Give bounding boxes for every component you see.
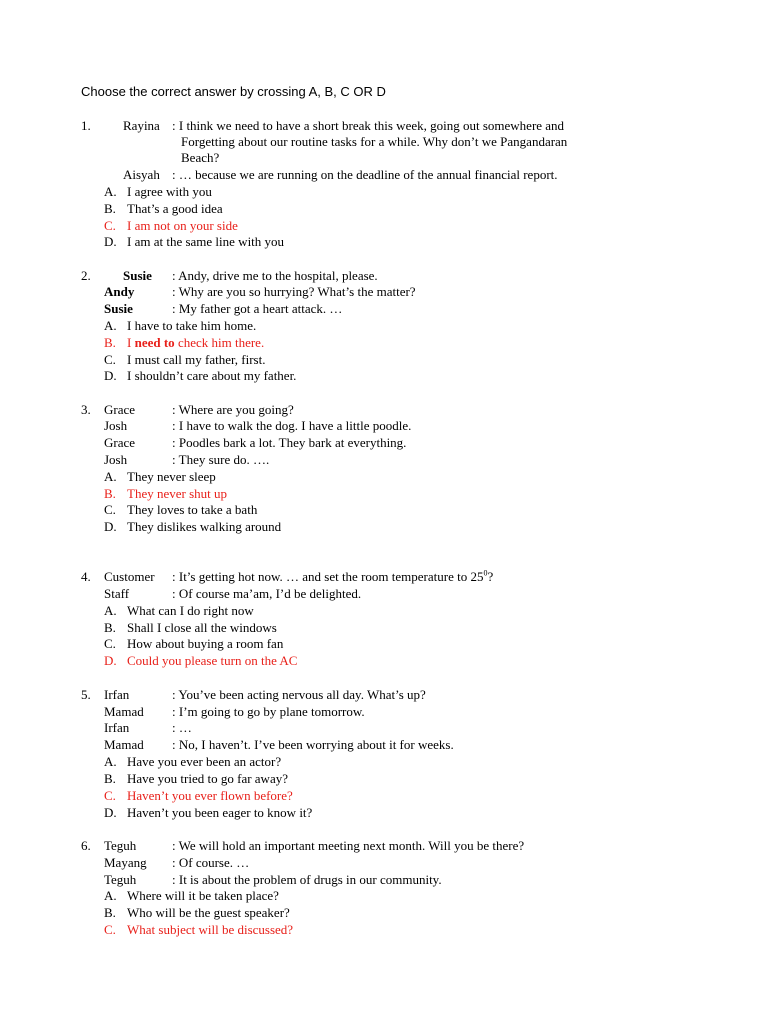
question-number: 5. [81, 687, 91, 702]
option-letter[interactable]: D. [104, 368, 117, 383]
option-text[interactable]: Shall I close all the windows [127, 620, 277, 635]
dialogue-line: : Andy, drive me to the hospital, please. [172, 268, 378, 283]
option-letter[interactable]: A. [104, 603, 117, 618]
dialogue-text: : It’s getting hot now. … and set the room temperature to 25 [172, 569, 484, 584]
option-letter[interactable]: C. [104, 352, 116, 367]
dialogue-line: : I’m going to go by plane tomorrow. [172, 704, 365, 719]
option-letter-answer[interactable]: C. [104, 218, 116, 233]
option-letter[interactable]: C. [104, 636, 116, 651]
option-text-pre: I [127, 335, 135, 350]
speaker: Josh [104, 418, 128, 433]
speaker: Teguh [104, 872, 137, 887]
dialogue-line: Forgetting about our routine tasks for a while. Why don’t we Pangandaran [181, 134, 568, 149]
option-text-post: check him there. [174, 335, 265, 350]
option-letter[interactable]: D. [104, 234, 117, 249]
speaker: Grace [104, 435, 136, 450]
option-text[interactable]: I must call my father, first. [127, 352, 266, 367]
option-text-answer[interactable]: Could you please turn on the AC [127, 653, 298, 668]
option-letter[interactable]: A. [104, 184, 117, 199]
dialogue-line: : … because we are running on the deadline of the annual financial report. [172, 167, 558, 182]
speaker: Mayang [104, 855, 147, 870]
option-letter-answer[interactable]: B. [104, 335, 116, 350]
option-text[interactable]: Who will be the guest speaker? [127, 905, 290, 920]
instruction: Choose the correct answer by crossing A, B, C OR D [81, 84, 386, 99]
question-number: 3. [81, 402, 91, 417]
option-letter[interactable]: B. [104, 201, 116, 216]
option-text[interactable]: I am at the same line with you [127, 234, 285, 249]
dialogue-line: : I think we need to have a short break this week, going out somewhere and [172, 118, 565, 133]
option-text[interactable]: They dislikes walking around [127, 519, 282, 534]
option-letter[interactable]: D. [104, 805, 117, 820]
option-text[interactable]: They loves to take a bath [127, 502, 258, 517]
dialogue-line: : No, I haven’t. I’ve been worrying about it for weeks. [172, 737, 454, 752]
dialogue-line: : I have to walk the dog. I have a little poodle. [172, 418, 412, 433]
question-number: 2. [81, 268, 91, 283]
option-text[interactable]: I shouldn’t care about my father. [127, 368, 297, 383]
option-letter[interactable]: A. [104, 318, 117, 333]
speaker: Rayina [123, 118, 160, 133]
speaker: Irfan [104, 720, 130, 735]
option-text-answer[interactable]: What subject will be discussed? [127, 922, 294, 937]
option-text[interactable]: I agree with you [127, 184, 212, 199]
option-letter[interactable]: B. [104, 771, 116, 786]
dialogue-line: : … [172, 720, 192, 735]
dialogue-line: : We will hold an important meeting next month. Will you be there? [172, 838, 525, 853]
dialogue-line: : They sure do. …. [172, 452, 270, 467]
dialogue-line: : Of course ma’am, I’d be delighted. [172, 586, 362, 601]
option-text-answer[interactable]: They never shut up [127, 486, 228, 501]
option-text[interactable]: Have you ever been an actor? [127, 754, 282, 769]
option-text[interactable]: I have to take him home. [127, 318, 257, 333]
option-text-answer[interactable]: Haven’t you ever flown before? [127, 788, 293, 803]
speaker: Aisyah [123, 167, 160, 182]
option-letter[interactable]: C. [104, 502, 116, 517]
dialogue-line [172, 569, 493, 585]
option-text[interactable]: That’s a good idea [127, 201, 223, 216]
dialogue-line: : My father got a heart attack. … [172, 301, 343, 316]
speaker: Andy [104, 284, 135, 299]
option-text-answer[interactable] [127, 335, 264, 351]
dialogue-line: : It is about the problem of drugs in our community. [172, 872, 442, 887]
option-letter-answer[interactable]: C. [104, 788, 116, 803]
speaker: Mamad [104, 704, 144, 719]
question-number: 4. [81, 569, 91, 584]
speaker: Staff [104, 586, 130, 601]
option-letter[interactable]: D. [104, 519, 117, 534]
question-number: 1. [81, 118, 91, 133]
superscript: 0 [483, 568, 488, 578]
dialogue-line: : You’ve been acting nervous all day. What’s up? [172, 687, 426, 702]
dialogue-line: : Where are you going? [172, 402, 294, 417]
dialogue-line: : Why are you so hurrying? What’s the matter? [172, 284, 416, 299]
dialogue-line: Beach? [181, 150, 220, 165]
dialogue-line: : Of course. … [172, 855, 250, 870]
dialogue-line: : Poodles bark a lot. They bark at everything. [172, 435, 407, 450]
option-text[interactable]: Haven’t you been eager to know it? [127, 805, 313, 820]
option-text[interactable]: How about buying a room fan [127, 636, 284, 651]
speaker: Josh [104, 452, 128, 467]
option-letter-answer[interactable]: D. [104, 653, 117, 668]
speaker: Susie [104, 301, 133, 316]
option-letter[interactable]: B. [104, 905, 116, 920]
option-letter[interactable]: A. [104, 754, 117, 769]
option-letter[interactable]: A. [104, 469, 117, 484]
speaker: Teguh [104, 838, 137, 853]
dialogue-end: ? [487, 569, 494, 584]
option-text[interactable]: Have you tried to go far away? [127, 771, 288, 786]
option-letter[interactable]: B. [104, 620, 116, 635]
speaker: Customer [104, 569, 155, 584]
option-text-answer[interactable]: I am not on your side [127, 218, 238, 233]
option-letter-answer[interactable]: C. [104, 922, 116, 937]
speaker: Irfan [104, 687, 130, 702]
option-text-bold: need to [134, 335, 175, 350]
option-letter-answer[interactable]: B. [104, 486, 116, 501]
option-text[interactable]: What can I do right now [127, 603, 254, 618]
speaker: Grace [104, 402, 136, 417]
speaker: Susie [123, 268, 152, 283]
option-letter[interactable]: A. [104, 888, 117, 903]
question-number: 6. [81, 838, 91, 853]
option-text[interactable]: They never sleep [127, 469, 216, 484]
option-text[interactable]: Where will it be taken place? [127, 888, 279, 903]
speaker: Mamad [104, 737, 144, 752]
